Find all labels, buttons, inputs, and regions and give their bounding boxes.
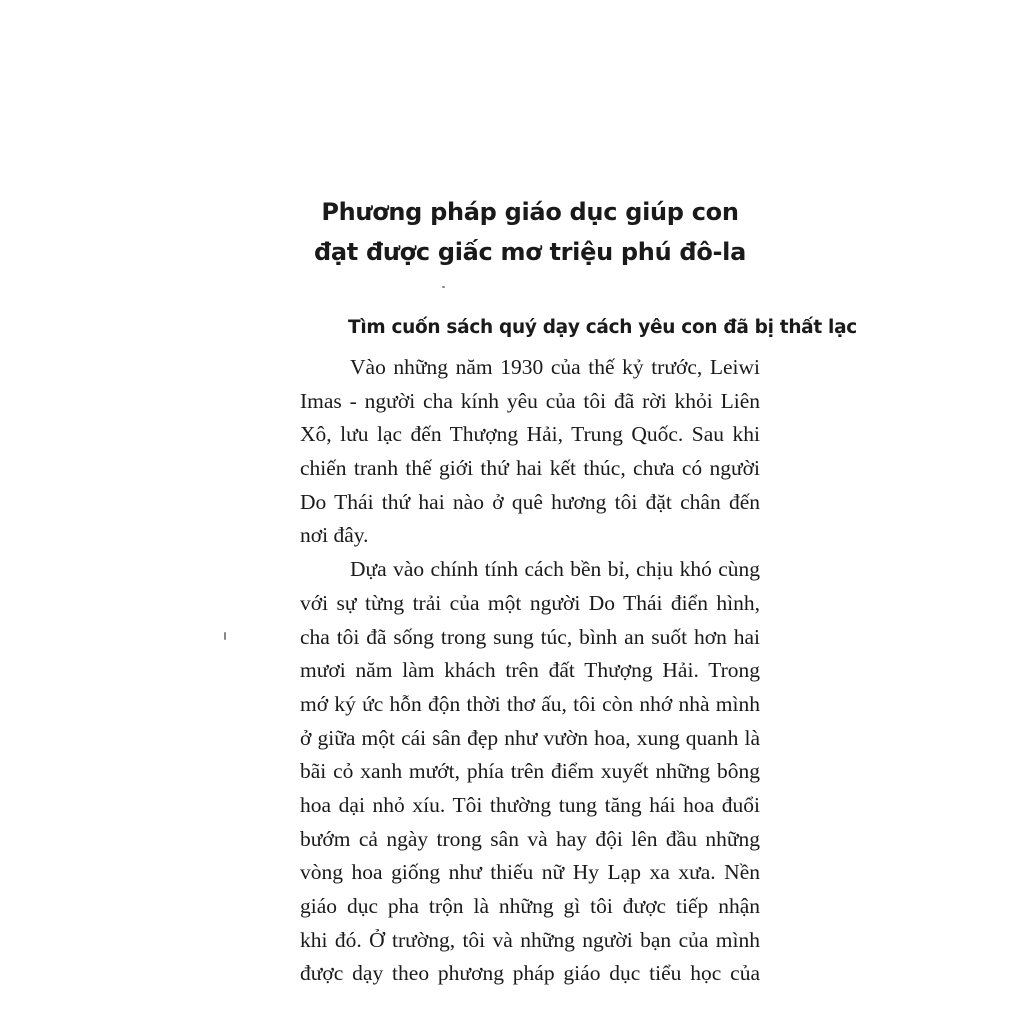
text-line: khi đó. Ở trường, tôi và những người bạn của mình — [300, 927, 760, 952]
text-line: Xô, lưu lạc đến Thượng Hải, Trung Quốc. Sau khi — [300, 422, 760, 447]
text-line: ở giữa một cái sân đẹp như vườn hoa, xung quanh là — [300, 725, 760, 750]
text-line: giáo dục pha trộn là những gì tôi được tiếp nhận — [300, 894, 760, 918]
text-line: vòng hoa giống như thiếu nữ Hy Lạp xa xưa. Nền — [300, 860, 760, 885]
body-text — [300, 351, 760, 991]
text-line: Dựa vào chính tính cách bền bỉ, chịu khó cùng — [350, 557, 760, 582]
chapter-title-line-2: đạt được giấc mơ triệu phú đô-la — [314, 238, 746, 266]
text-line: mớ ký ức hỗn độn thời thơ ấu, tôi còn nhớ nhà mình — [300, 691, 760, 716]
text-line: được dạy theo phương pháp giáo dục tiểu học của — [300, 961, 760, 986]
text-line: mươi năm làm khách trên đất Thượng Hải. Trong — [300, 658, 760, 683]
chapter-title-line-1: Phương pháp giáo dục giúp con — [321, 198, 739, 226]
text-line: bãi cỏ xanh mướt, phía trên điểm xuyết những bông — [300, 759, 760, 784]
text-line: Vào những năm 1930 của thế kỷ trước, Leiwi — [350, 355, 760, 379]
chapter-title — [300, 192, 760, 272]
text-line: hoa dại nhỏ xíu. Tôi thường tung tăng hái hoa đuổi — [300, 792, 760, 817]
text-line: bướm cả ngày trong sân và hay đội lên đầu những — [300, 826, 760, 851]
ink-speck — [442, 286, 445, 288]
text-line: nơi đây. — [300, 523, 369, 548]
text-line: chiến tranh thế giới thứ hai kết thúc, chưa có người — [300, 456, 760, 481]
section-title: Tìm cuốn sách quý dạy cách yêu con đã bị thất lạc — [348, 317, 857, 338]
ink-speck — [224, 632, 226, 640]
text-line: Do Thái thứ hai nào ở quê hương tôi đặt chân đến — [300, 489, 760, 514]
text-line: với sự từng trải của một người Do Thái điển hình, — [300, 590, 760, 615]
text-line: cha tôi đã sống trong sung túc, bình an suốt hơn hai — [300, 624, 760, 649]
text-line: Imas - người cha kính yêu của tôi đã rời khỏi Liên — [300, 388, 760, 413]
